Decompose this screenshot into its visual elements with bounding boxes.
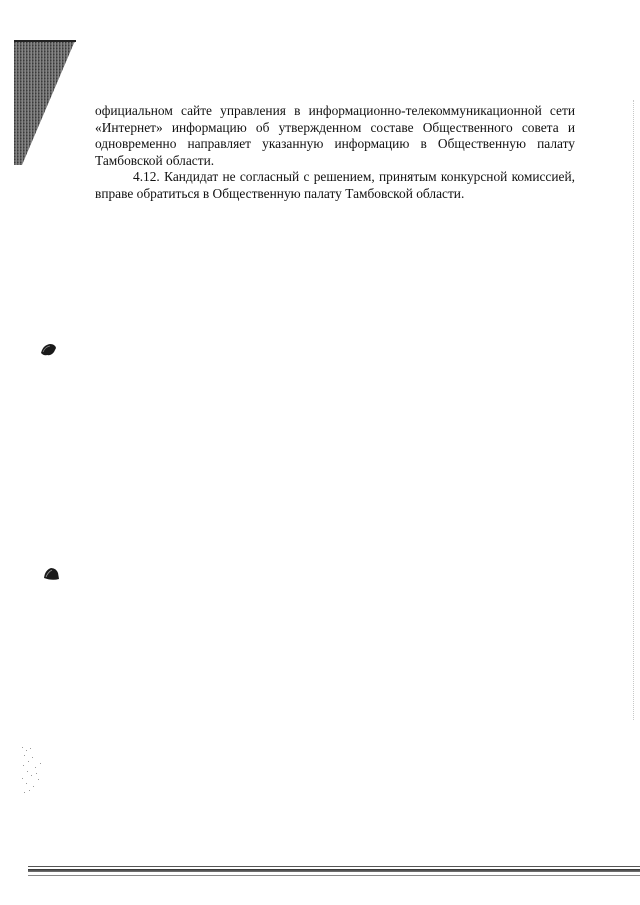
scan-edge-line — [630, 100, 634, 720]
scan-line — [28, 875, 640, 876]
scan-speckle — [20, 745, 48, 795]
paragraph-4-12: 4.12. Кандидат не согласный с решением, принятым конкурсной комиссией, вправе обратиться в Общественную палату Тамбовской области. — [95, 169, 575, 201]
scan-bottom-lines — [0, 866, 640, 886]
document-body — [95, 103, 575, 203]
punch-hole-mark — [42, 567, 60, 581]
punch-hole-mark — [39, 343, 57, 357]
scan-line — [28, 869, 640, 872]
scan-line — [28, 866, 640, 867]
paragraph: официальном сайте управления в информационно-телекоммуникационной сети «Интернет» информацию об утвержденном составе Общественного совета и одновременно направляет указанную информацию в Общественную палату Тамбовской области. — [95, 103, 575, 168]
scan-corner-artifact — [14, 40, 76, 165]
